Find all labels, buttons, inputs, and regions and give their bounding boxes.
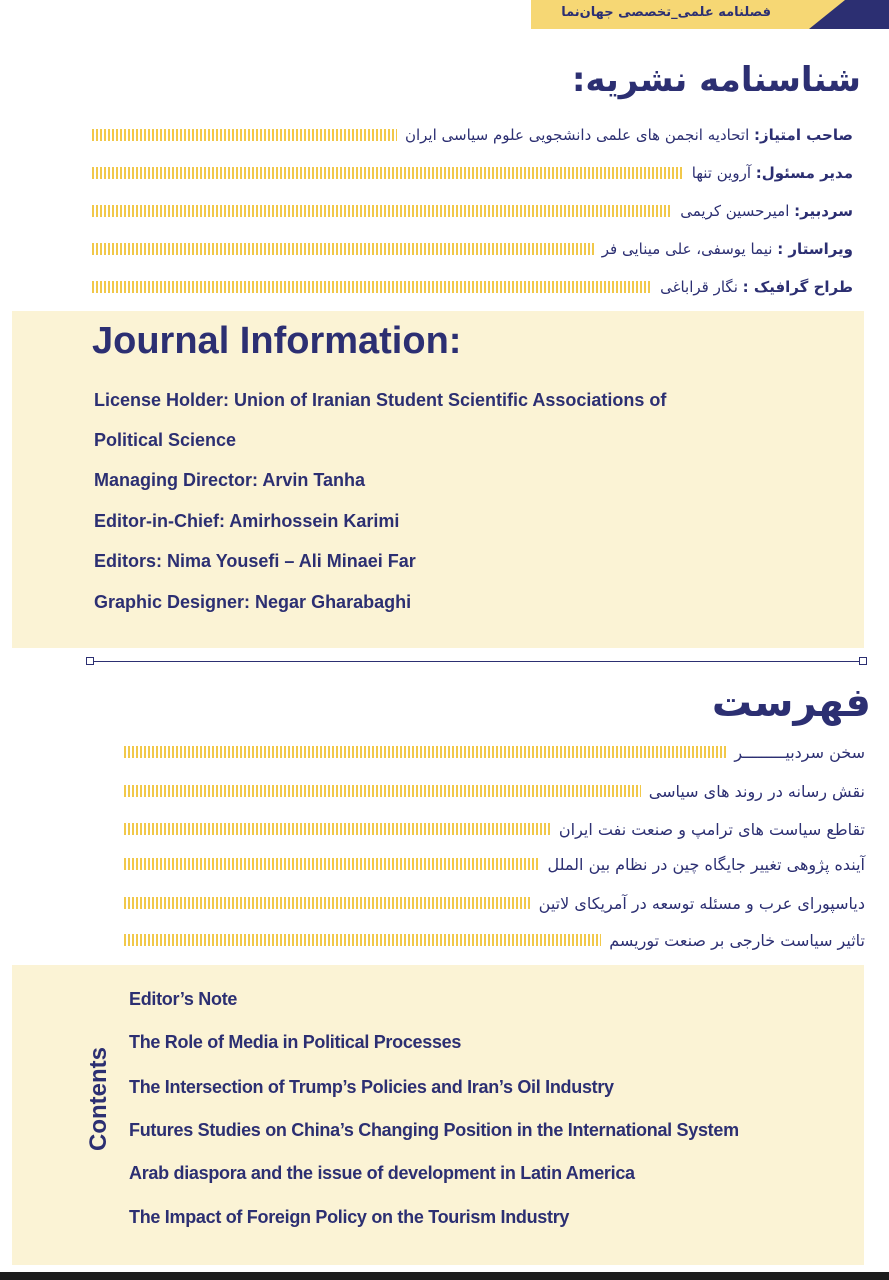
masthead-row-director	[92, 161, 853, 185]
toc-item-fa: نقش رسانه در روند های سیاسی	[124, 779, 865, 803]
bottom-edge-bar	[0, 1272, 889, 1280]
toc-item-en: The Role of Media in Political Processes	[129, 1032, 462, 1052]
info-line-designer: Graphic Designer: Negar Gharabaghi	[94, 592, 412, 612]
toc-item-en: Arab diaspora and the issue of development in Latin America	[129, 1163, 635, 1183]
masthead-title-fa: شناسنامه نشریه:	[571, 60, 861, 100]
dotted-leader	[124, 858, 540, 870]
divider-end-right	[859, 657, 867, 665]
dotted-leader	[92, 205, 672, 217]
toc-title-fa: فهرست	[711, 680, 871, 726]
toc-item-fa: آینده پژوهی تغییر جایگاه چین در نظام بین الملل	[124, 852, 865, 876]
masthead-label: مدیر مسئول:	[755, 164, 853, 182]
toc-item-fa: تاثیر سیاست خارجی بر صنعت توریسم	[124, 928, 865, 952]
masthead-value: اتحادیه انجمن های علمی دانشجویی علوم سیاسی ایران	[404, 126, 755, 144]
toc-item-fa: سخن سردبیـــــــــر	[124, 740, 865, 764]
info-line-license: License Holder: Union of Iranian Student Scientific Associations of	[94, 390, 667, 410]
dotted-leader	[124, 746, 726, 758]
masthead-value: امیرحسین کریمی	[680, 202, 795, 220]
masthead-row-designer	[92, 275, 853, 299]
dotted-leader	[92, 281, 652, 293]
masthead-row-chief	[92, 199, 853, 223]
masthead-label: ویراستار :	[777, 240, 853, 258]
masthead-label: سردبیر:	[794, 202, 853, 220]
toc-item-fa: دیاسپورای عرب و مسئله توسعه در آمریکای لاتین	[124, 891, 865, 915]
dotted-leader	[92, 129, 397, 141]
info-line-license-cont: Political Science	[94, 430, 237, 450]
masthead-value: نگار قراباغی	[660, 278, 743, 296]
info-line-chief: Editor-in-Chief: Amirhossein Karimi	[94, 511, 400, 531]
dotted-leader	[124, 897, 531, 909]
info-line-editors: Editors: Nima Yousefi – Ali Minaei Far	[94, 551, 416, 571]
toc-item-en: The Intersection of Trump’s Policies and Iran’s Oil Industry	[129, 1077, 614, 1097]
contents-vertical-label: Contents	[85, 1047, 112, 1151]
banner-text: فصلنامه علمی_تخصصی جهان‌نما	[561, 5, 771, 20]
masthead-label: صاحب امتیاز:	[754, 126, 853, 144]
dotted-leader	[92, 243, 594, 255]
masthead-value: آروین تنها	[691, 164, 756, 182]
dotted-leader	[124, 823, 551, 835]
masthead-label: طراح گرافیک :	[742, 278, 853, 296]
info-line-director: Managing Director: Arvin Tanha	[94, 470, 366, 490]
dotted-leader	[92, 167, 684, 179]
toc-item-en: The Impact of Foreign Policy on the Tourism Industry	[129, 1207, 570, 1227]
header-banner	[531, 0, 889, 29]
journal-info-title: Journal Information:	[92, 320, 462, 362]
section-divider	[90, 661, 864, 662]
masthead-value: نیما یوسفی، علی مینایی فر	[601, 240, 778, 258]
masthead-row-editors	[92, 237, 853, 261]
masthead-row-license	[92, 123, 853, 147]
toc-item-en: Futures Studies on China’s Changing Position in the International System	[129, 1120, 739, 1140]
dotted-leader	[124, 934, 601, 946]
dotted-leader	[124, 785, 641, 797]
divider-end-left	[86, 657, 94, 665]
toc-item-fa: تقاطع سیاست های ترامپ و صنعت نفت ایران	[124, 817, 865, 841]
toc-item-en: Editor’s Note	[129, 989, 238, 1009]
